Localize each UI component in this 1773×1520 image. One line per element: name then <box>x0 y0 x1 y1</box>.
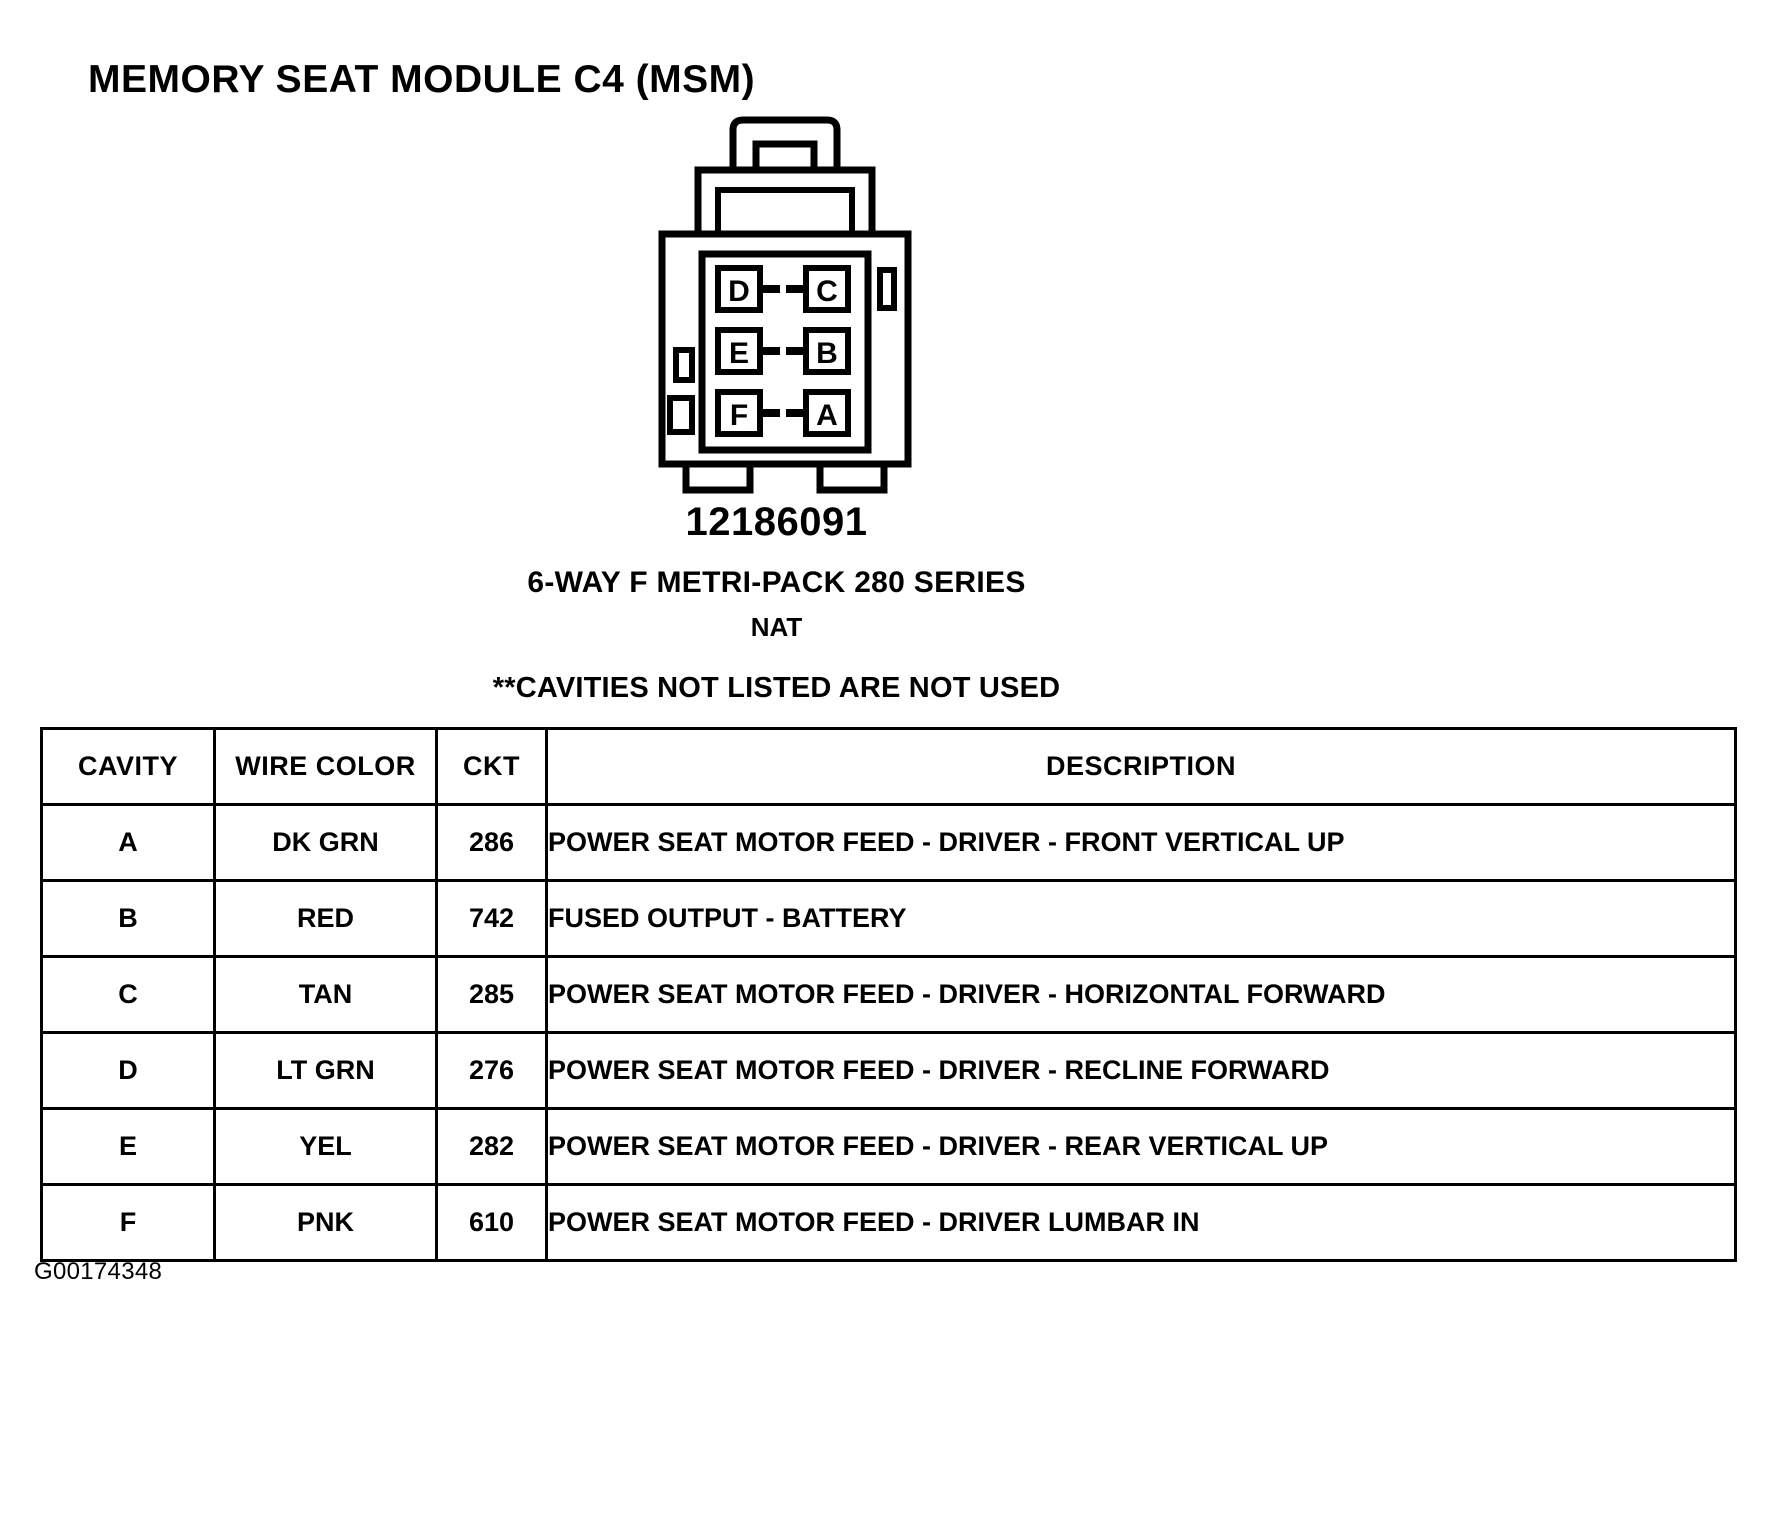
table-row <box>42 805 1736 881</box>
column-header-wire-color: WIRE COLOR <box>215 729 437 805</box>
cell-cavity: A <box>42 805 215 881</box>
part-number <box>0 500 1773 545</box>
figure-code: G00174348 <box>34 1258 163 1285</box>
cavities-note <box>0 672 1773 705</box>
cell-wire-color: YEL <box>215 1109 437 1185</box>
column-header-ckt: CKT <box>437 729 547 805</box>
table-row <box>42 1109 1736 1185</box>
page-title: MEMORY SEAT MODULE C4 (MSM) <box>88 58 756 101</box>
pinout-table <box>40 727 1737 1262</box>
connector-color-text: NAT <box>750 612 803 642</box>
column-header-cavity: CAVITY <box>42 729 215 805</box>
table-row <box>42 1033 1736 1109</box>
table-row <box>42 957 1736 1033</box>
cell-description: POWER SEAT MOTOR FEED - DRIVER LUMBAR IN <box>547 1185 1736 1261</box>
cell-description: FUSED OUTPUT - BATTERY <box>547 881 1736 957</box>
connector-diagram <box>640 112 930 497</box>
cell-ckt: 282 <box>437 1109 547 1185</box>
cell-description: POWER SEAT MOTOR FEED - DRIVER - REAR VERTICAL UP <box>547 1109 1736 1185</box>
cell-wire-color: PNK <box>215 1185 437 1261</box>
connector-color-caption <box>0 612 1773 643</box>
cavity-label-c: C <box>816 275 838 308</box>
table-row <box>42 881 1736 957</box>
cell-ckt: 276 <box>437 1033 547 1109</box>
cell-description: POWER SEAT MOTOR FEED - DRIVER - HORIZONTAL FORWARD <box>547 957 1736 1033</box>
cell-wire-color: DK GRN <box>215 805 437 881</box>
cell-description: POWER SEAT MOTOR FEED - DRIVER - FRONT VERTICAL UP <box>547 805 1736 881</box>
cell-ckt: 285 <box>437 957 547 1033</box>
cell-wire-color: RED <box>215 881 437 957</box>
cavity-label-f: F <box>729 399 749 432</box>
cell-wire-color: TAN <box>215 957 437 1033</box>
cell-cavity: C <box>42 957 215 1033</box>
cell-ckt: 742 <box>437 881 547 957</box>
column-header-description: DESCRIPTION <box>547 729 1736 805</box>
cavity-label-a: A <box>816 399 838 432</box>
connector-type-caption <box>0 566 1773 600</box>
cell-ckt: 610 <box>437 1185 547 1261</box>
table-header-row <box>42 729 1736 805</box>
cavity-label-d: D <box>728 275 750 308</box>
cell-description: POWER SEAT MOTOR FEED - DRIVER - RECLINE FORWARD <box>547 1033 1736 1109</box>
cell-cavity: E <box>42 1109 215 1185</box>
cell-cavity: F <box>42 1185 215 1261</box>
cell-cavity: D <box>42 1033 215 1109</box>
cavity-label-e: E <box>728 337 750 370</box>
connector-type-text: 6-WAY F METRI-PACK 280 SERIES <box>527 566 1026 599</box>
table-row <box>42 1185 1736 1261</box>
cell-cavity: B <box>42 881 215 957</box>
cavity-label-b: B <box>816 337 838 370</box>
cavities-note-text: **CAVITIES NOT LISTED ARE NOT USED <box>492 672 1061 704</box>
cell-ckt: 286 <box>437 805 547 881</box>
part-number-text: 12186091 <box>685 500 868 544</box>
cell-wire-color: LT GRN <box>215 1033 437 1109</box>
